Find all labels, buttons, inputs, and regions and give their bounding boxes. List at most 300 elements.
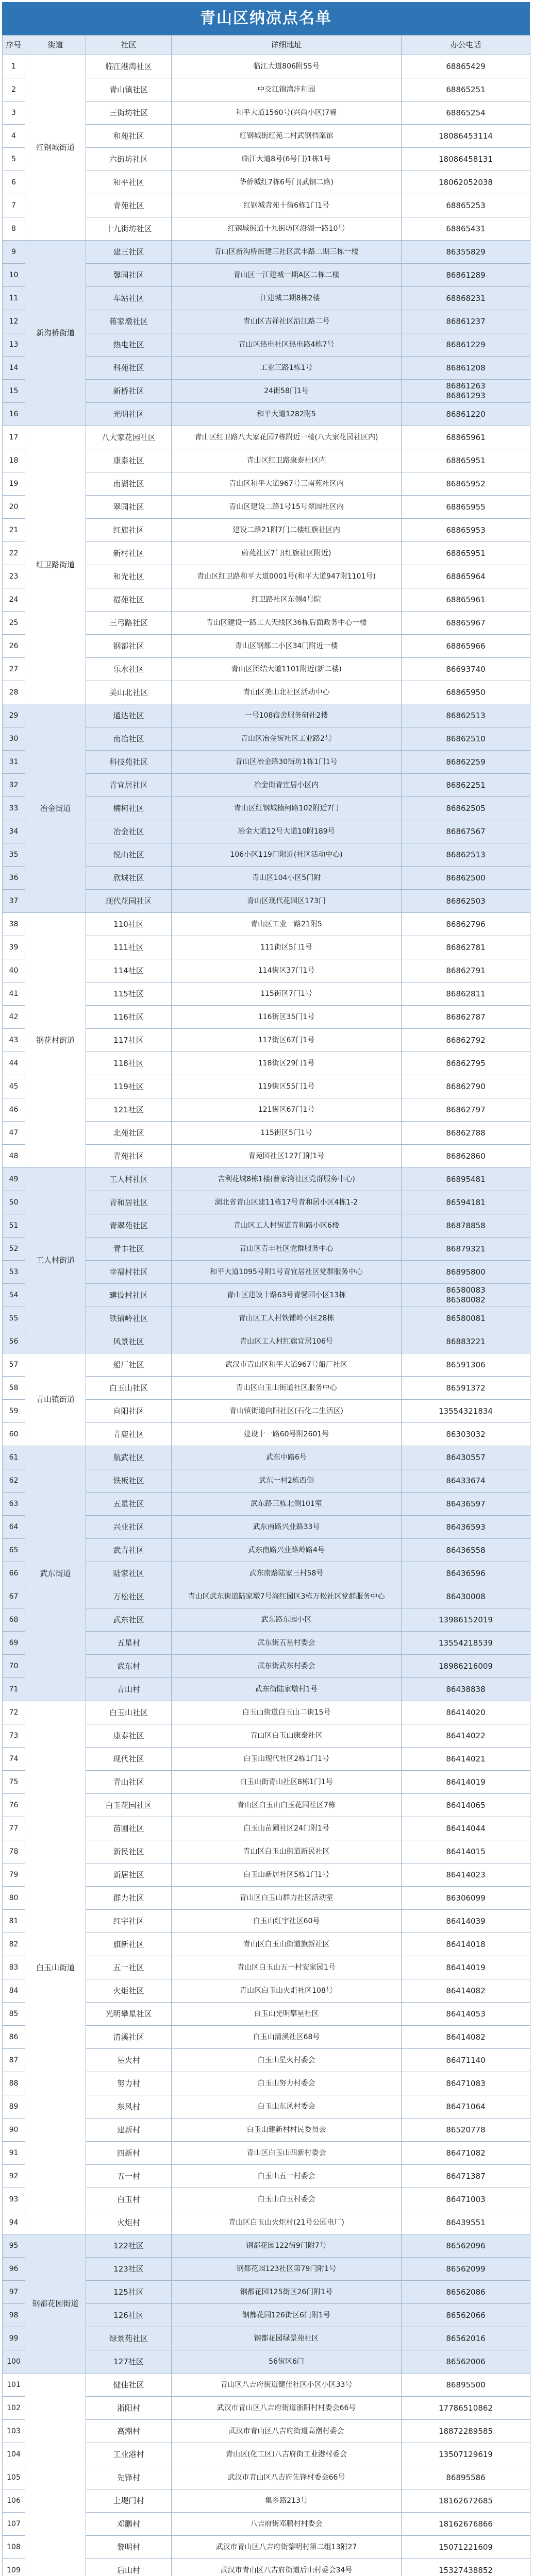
row-index: 101 (3, 2374, 25, 2397)
row-index: 70 (3, 1655, 25, 1678)
community-cell: 健佳社区 (86, 2374, 172, 2397)
row-index: 93 (3, 2188, 25, 2211)
row-index: 105 (3, 2466, 25, 2489)
address-cell: 武东一村2栋西侧 (172, 1469, 402, 1493)
row-index: 92 (3, 2165, 25, 2188)
row-index: 24 (3, 588, 25, 612)
address-cell: 青山区红钢城楠柯路102附近7门 (172, 797, 402, 820)
phone-cell: 86438838 (402, 1678, 530, 1701)
community-cell: 邓鹏村 (86, 2513, 172, 2536)
phone-cell: 86414044 (402, 1817, 530, 1840)
address-cell: 青山区(化工区)八吉府街工业港村委会 (172, 2443, 402, 2466)
row-index: 88 (3, 2072, 25, 2095)
row-index: 16 (3, 403, 25, 426)
row-index: 32 (3, 774, 25, 797)
address-cell: 和平大道1282附5 (172, 403, 402, 426)
row-index: 17 (3, 426, 25, 449)
address-cell: 青山区104小区5门附 (172, 867, 402, 890)
address-cell: 121街区67门1号 (172, 1098, 402, 1122)
address-cell: 红钢城青苑十街6栋1门1号 (172, 194, 402, 217)
phone-cell: 86433674 (402, 1469, 530, 1493)
row-index: 11 (3, 287, 25, 310)
row-index: 95 (3, 2234, 25, 2258)
address-cell: 武东中路6号 (172, 1446, 402, 1469)
phone-cell: 86414082 (402, 2026, 530, 2049)
phone-cell: 68865429 (402, 55, 530, 78)
phone-cell: 86693740 (402, 658, 530, 681)
address-cell: 青山区冶金路30街坊1栋1门1号 (172, 751, 402, 774)
address-cell: 华侨城红7栋6号门(武钢二路) (172, 171, 402, 194)
address-cell: 青山区青丰社区党群服务中心 (172, 1238, 402, 1261)
phone-cell: 68865961 (402, 588, 530, 612)
community-cell: 白玉花园社区 (86, 1794, 172, 1817)
community-cell: 康泰社区 (86, 449, 172, 472)
row-index: 54 (3, 1284, 25, 1307)
phone-cell: 86471003 (402, 2188, 530, 2211)
row-index: 9 (3, 241, 25, 264)
table-row (3, 913, 530, 936)
phone-cell: 86439551 (402, 2211, 530, 2234)
address-cell: 钢都花园122街9门附7号 (172, 2234, 402, 2258)
phone-cell: 17786510862 (402, 2397, 530, 2420)
community-cell: 121社区 (86, 1098, 172, 1122)
community-cell: 兴业社区 (86, 1516, 172, 1539)
address-cell: 青山区工人村铁铺岭小区28栋 (172, 1307, 402, 1330)
phone-cell: 86580083 86580082 (402, 1284, 530, 1307)
phone-cell: 18162672685 (402, 2489, 530, 2513)
phone-cell: 86862795 (402, 1052, 530, 1075)
community-cell: 三弓路社区 (86, 612, 172, 635)
row-index: 57 (3, 1353, 25, 1377)
community-cell: 绿景苑社区 (86, 2327, 172, 2350)
community-cell: 青和居社区 (86, 1191, 172, 1214)
phone-cell: 18872289585 (402, 2420, 530, 2443)
community-cell: 青山镇社区 (86, 78, 172, 101)
address-cell: 武东街五星村委会 (172, 1632, 402, 1655)
community-cell: 铁铺岭社区 (86, 1307, 172, 1330)
community-cell: 钢都社区 (86, 635, 172, 658)
row-index: 1 (3, 55, 25, 78)
phone-cell: 86355829 (402, 241, 530, 264)
community-cell: 青丰社区 (86, 1238, 172, 1261)
phone-cell: 86562016 (402, 2327, 530, 2350)
row-index: 73 (3, 1724, 25, 1748)
row-index: 8 (3, 217, 25, 241)
row-index: 86 (3, 2026, 25, 2049)
community-cell: 白玉山社区 (86, 1701, 172, 1724)
address-cell: 114街区37门1号 (172, 959, 402, 982)
phone-cell: 68865950 (402, 681, 530, 704)
row-index: 65 (3, 1539, 25, 1562)
row-index: 21 (3, 519, 25, 542)
address-cell: 白玉山努力村委会 (172, 2072, 402, 2095)
community-cell: 白玉山社区 (86, 1377, 172, 1400)
page-title: 青山区纳凉点名单 (2, 2, 530, 35)
row-index: 87 (3, 2049, 25, 2072)
community-cell: 努力村 (86, 2072, 172, 2095)
address-cell: 白玉山建新村村民委员会 (172, 2119, 402, 2142)
phone-cell: 86862513 (402, 843, 530, 867)
row-index: 76 (3, 1794, 25, 1817)
address-cell: 钢都花园126街区6门附1号 (172, 2304, 402, 2327)
row-index: 59 (3, 1400, 25, 1423)
address-cell: 119街区55门1号 (172, 1075, 402, 1098)
row-index: 3 (3, 101, 25, 125)
row-index: 96 (3, 2258, 25, 2281)
row-index: 47 (3, 1122, 25, 1145)
community-cell: 建新村 (86, 2119, 172, 2142)
row-index: 91 (3, 2142, 25, 2165)
community-cell: 116社区 (86, 1006, 172, 1029)
address-cell: 青山区红卫路八大家花园7栋附近一楼(八大家花园社区内) (172, 426, 402, 449)
address-cell: 青山区冶金街社区工业路2号 (172, 727, 402, 751)
phone-cell: 86883221 (402, 1330, 530, 1353)
address-cell: 武东路东园小区 (172, 1608, 402, 1632)
address-cell: 中交江锦湾沣和园 (172, 78, 402, 101)
phone-cell: 86562096 (402, 2234, 530, 2258)
phone-cell: 86471140 (402, 2049, 530, 2072)
header-community: 社区 (86, 36, 172, 55)
phone-cell: 86862787 (402, 1006, 530, 1029)
phone-cell: 86414019 (402, 1956, 530, 1979)
phone-cell: 13507129619 (402, 2443, 530, 2466)
phone-cell: 86471082 (402, 2142, 530, 2165)
table-row (3, 2234, 530, 2258)
community-cell: 馨园社区 (86, 264, 172, 287)
community-cell: 冶金社区 (86, 820, 172, 843)
phone-cell: 86562006 (402, 2350, 530, 2374)
phone-cell: 68865961 (402, 426, 530, 449)
row-index: 27 (3, 658, 25, 681)
community-cell: 三街坊社区 (86, 101, 172, 125)
community-cell: 115社区 (86, 982, 172, 1006)
row-index: 31 (3, 751, 25, 774)
phone-cell: 68865951 (402, 542, 530, 565)
phone-cell: 86520778 (402, 2119, 530, 2142)
address-cell: 115街区7门1号 (172, 982, 402, 1006)
phone-cell: 86862790 (402, 1075, 530, 1098)
phone-cell: 86591372 (402, 1377, 530, 1400)
row-index: 79 (3, 1863, 25, 1887)
community-cell: 青翠苑社区 (86, 1214, 172, 1238)
address-cell: 白玉山东风村委会 (172, 2095, 402, 2119)
street-cell: 新沟桥街道 (25, 241, 86, 426)
address-cell: 青山区白玉山五一村安家园1号 (172, 1956, 402, 1979)
community-cell: 风景社区 (86, 1330, 172, 1353)
address-cell: 56街区6门 (172, 2350, 402, 2374)
header-street: 街道 (25, 36, 86, 55)
row-index: 78 (3, 1840, 25, 1863)
phone-cell: 86471064 (402, 2095, 530, 2119)
row-index: 61 (3, 1446, 25, 1469)
address-cell: 青山区建设一路工大天线区36栋后面政务中心一楼 (172, 612, 402, 635)
community-cell: 光明攀星社区 (86, 2003, 172, 2026)
row-index: 35 (3, 843, 25, 867)
community-cell: 悦山社区 (86, 843, 172, 867)
row-index: 51 (3, 1214, 25, 1238)
phone-cell: 15071221609 (402, 2536, 530, 2559)
phone-cell: 86865952 (402, 472, 530, 496)
phone-cell: 86879321 (402, 1238, 530, 1261)
community-cell: 白玉村 (86, 2188, 172, 2211)
phone-cell: 86862510 (402, 727, 530, 751)
row-index: 53 (3, 1261, 25, 1284)
row-index: 108 (3, 2536, 25, 2559)
address-cell: 青山区白玉山街道社区服务中心 (172, 1377, 402, 1400)
address-cell: 青山镇街道向阳社区(石化二生活区) (172, 1400, 402, 1423)
community-cell: 铁板社区 (86, 1469, 172, 1493)
row-index: 82 (3, 1933, 25, 1956)
address-cell: 青山区和平大道967号三南苑社区内 (172, 472, 402, 496)
row-index: 58 (3, 1377, 25, 1400)
table-row (3, 1701, 530, 1724)
table-row (3, 2374, 530, 2397)
phone-cell: 18162676866 (402, 2513, 530, 2536)
address-cell: 白玉山五一村委会 (172, 2165, 402, 2188)
phone-cell: 86862797 (402, 1098, 530, 1122)
address-cell: 青山区武东街道陆家墩7号海红园区3栋万松社区党群服务中心 (172, 1585, 402, 1608)
row-index: 29 (3, 704, 25, 727)
address-cell: 青山区美山北社区活动中心 (172, 681, 402, 704)
community-cell: 123社区 (86, 2258, 172, 2281)
community-cell: 125社区 (86, 2281, 172, 2304)
phone-cell: 68868231 (402, 287, 530, 310)
row-index: 14 (3, 357, 25, 380)
row-index: 10 (3, 264, 25, 287)
phone-cell: 86414021 (402, 1748, 530, 1771)
community-cell: 126社区 (86, 2304, 172, 2327)
address-cell: 武汉市青山区和平大道967号船厂社区 (172, 1353, 402, 1377)
community-cell: 工人村社区 (86, 1168, 172, 1191)
address-cell: 和平大道1095号附1号青宜居社区党群服务中心 (172, 1261, 402, 1284)
community-cell: 船厂社区 (86, 1353, 172, 1377)
phone-cell: 86895800 (402, 1261, 530, 1284)
community-cell: 福苑社区 (86, 588, 172, 612)
row-index: 52 (3, 1238, 25, 1261)
community-cell: 工业港村 (86, 2443, 172, 2466)
row-index: 66 (3, 1562, 25, 1585)
row-index: 60 (3, 1423, 25, 1446)
row-index: 103 (3, 2420, 25, 2443)
community-cell: 青鹿社区 (86, 1423, 172, 1446)
phone-cell: 86414022 (402, 1724, 530, 1748)
community-cell: 青宜居社区 (86, 774, 172, 797)
address-cell: 武东路三栋北侧101室 (172, 1493, 402, 1516)
community-cell: 光明社区 (86, 403, 172, 426)
address-cell: 建设十一路60号附2601号 (172, 1423, 402, 1446)
community-cell: 十九街坊社区 (86, 217, 172, 241)
community-cell: 红宇社区 (86, 1910, 172, 1933)
address-cell: 红卫路社区东侧4号院 (172, 588, 402, 612)
street-cell: 钢都花园街道 (25, 2234, 86, 2374)
row-index: 39 (3, 936, 25, 959)
phone-cell: 13554321834 (402, 1400, 530, 1423)
row-index: 4 (3, 125, 25, 148)
phone-cell: 86862251 (402, 774, 530, 797)
row-index: 69 (3, 1632, 25, 1655)
phone-cell: 86862811 (402, 982, 530, 1006)
address-cell: 青山区热电社区热电路4栋7号 (172, 333, 402, 357)
phone-cell: 68865431 (402, 217, 530, 241)
address-cell: 钢都花园123社区第79门附1号 (172, 2258, 402, 2281)
phone-cell: 86436597 (402, 1493, 530, 1516)
address-cell: 冶金街青宜居小区内 (172, 774, 402, 797)
community-cell: 楠柯社区 (86, 797, 172, 820)
header-phone: 办公电话 (402, 36, 530, 55)
phone-cell: 86436593 (402, 1516, 530, 1539)
community-cell: 向阳社区 (86, 1400, 172, 1423)
address-cell: 青山区白玉山康泰社区 (172, 1724, 402, 1748)
address-cell: 青山区白玉山街道新民社区 (172, 1840, 402, 1863)
row-index: 50 (3, 1191, 25, 1214)
community-cell: 武东社区 (86, 1608, 172, 1632)
address-cell: 武东南路兴业路33号 (172, 1516, 402, 1539)
row-index: 68 (3, 1608, 25, 1632)
community-cell: 浙阳村 (86, 2397, 172, 2420)
community-cell: 117社区 (86, 1029, 172, 1052)
row-index: 5 (3, 148, 25, 171)
phone-cell: 86562086 (402, 2281, 530, 2304)
community-cell: 现代花园社区 (86, 890, 172, 913)
cooling-points-table (2, 35, 530, 2576)
address-cell: 青山区工人村红旗宜居106号 (172, 1330, 402, 1353)
header-index: 序号 (3, 36, 25, 55)
phone-cell: 86895481 (402, 1168, 530, 1191)
phone-cell: 18062052038 (402, 171, 530, 194)
table-row (3, 55, 530, 78)
address-cell: 116街区35门1号 (172, 1006, 402, 1029)
address-cell: 集乡路213号 (172, 2489, 402, 2513)
row-index: 75 (3, 1771, 25, 1794)
phone-cell: 86895586 (402, 2466, 530, 2489)
community-cell: 114社区 (86, 959, 172, 982)
phone-cell: 86414015 (402, 1840, 530, 1863)
phone-cell: 86303032 (402, 1423, 530, 1446)
phone-cell: 86562099 (402, 2258, 530, 2281)
community-cell: 建设村社区 (86, 1284, 172, 1307)
phone-cell: 86414019 (402, 1771, 530, 1794)
row-index: 42 (3, 1006, 25, 1029)
phone-cell: 68865253 (402, 194, 530, 217)
community-cell: 航武社区 (86, 1446, 172, 1469)
community-cell: 万松社区 (86, 1585, 172, 1608)
address-cell: 白玉山现代社区2栋1门1号 (172, 1748, 402, 1771)
row-index: 18 (3, 449, 25, 472)
street-cell: 钢花村街道 (25, 913, 86, 1168)
phone-cell: 18086453114 (402, 125, 530, 148)
row-index: 33 (3, 797, 25, 820)
address-cell: 青山区白玉山火炬社区108号 (172, 1979, 402, 2003)
row-index: 104 (3, 2443, 25, 2466)
address-cell: 青山区新沟桥街建三社区武丰路二期三栋一楼 (172, 241, 402, 264)
phone-cell: 86594181 (402, 1191, 530, 1214)
phone-cell: 86861229 (402, 333, 530, 357)
table-row (3, 1168, 530, 1191)
street-cell: 红卫路街道 (25, 426, 86, 704)
address-cell: 117街区67门1号 (172, 1029, 402, 1052)
row-index: 85 (3, 2003, 25, 2026)
row-index: 43 (3, 1029, 25, 1052)
community-cell: 火炬社区 (86, 1979, 172, 2003)
address-cell: 武东街武东村委会 (172, 1655, 402, 1678)
row-index: 36 (3, 867, 25, 890)
address-cell: 武汉市青山区八吉府先锋村委会66号 (172, 2466, 402, 2489)
address-cell: 青山区白玉山街道旗新社区 (172, 1933, 402, 1956)
row-index: 49 (3, 1168, 25, 1191)
phone-cell: 86591306 (402, 1353, 530, 1377)
address-cell: 一江建城二期8栋2楼 (172, 287, 402, 310)
community-cell: 青苑社区 (86, 194, 172, 217)
community-cell: 建三社区 (86, 241, 172, 264)
community-cell: 美山北社区 (86, 681, 172, 704)
phone-cell: 86862513 (402, 704, 530, 727)
phone-cell: 68865953 (402, 519, 530, 542)
community-cell: 127社区 (86, 2350, 172, 2374)
phone-cell: 86414065 (402, 1794, 530, 1817)
address-cell: 武东南路兴业路岭路4号 (172, 1539, 402, 1562)
table-row (3, 426, 530, 449)
community-cell: 康泰社区 (86, 1724, 172, 1748)
phone-cell: 86414023 (402, 1863, 530, 1887)
phone-cell: 86862259 (402, 751, 530, 774)
phone-cell: 86436596 (402, 1562, 530, 1585)
row-index: 81 (3, 1910, 25, 1933)
row-index: 107 (3, 2513, 25, 2536)
community-cell: 热电社区 (86, 333, 172, 357)
community-cell: 和光社区 (86, 565, 172, 588)
row-index: 40 (3, 959, 25, 982)
address-cell: 111街区5门1号 (172, 936, 402, 959)
row-index: 23 (3, 565, 25, 588)
row-index: 74 (3, 1748, 25, 1771)
community-cell: 四新村 (86, 2142, 172, 2165)
community-cell: 陆家社区 (86, 1562, 172, 1585)
community-cell: 临江港湾社区 (86, 55, 172, 78)
community-cell: 南湖社区 (86, 472, 172, 496)
address-cell: 钢都花园绿景苑社区 (172, 2327, 402, 2350)
street-cell: 冶金街道 (25, 704, 86, 913)
address-cell: 青山区吉祥社区沿江路二号 (172, 310, 402, 333)
address-cell: 青山区白玉山四新村委会 (172, 2142, 402, 2165)
community-cell: 高潮村 (86, 2420, 172, 2443)
address-cell: 武汉市青山区八吉府街道浙阳村村委会66号 (172, 2397, 402, 2420)
phone-cell: 68865955 (402, 496, 530, 519)
row-index: 45 (3, 1075, 25, 1098)
community-cell: 现代社区 (86, 1748, 172, 1771)
address-cell: 冶金大道12号大道10附189号 (172, 820, 402, 843)
community-cell: 青山社区 (86, 1771, 172, 1794)
phone-cell: 15327438852 (402, 2559, 530, 2576)
community-cell: 五星村 (86, 1632, 172, 1655)
phone-cell: 86862791 (402, 959, 530, 982)
address-cell: 白玉山清溪社区68号 (172, 2026, 402, 2049)
row-index: 38 (3, 913, 25, 936)
address-cell: 武汉市青山区八吉府街道后山村委会34号 (172, 2559, 402, 2576)
phone-cell: 86862788 (402, 1122, 530, 1145)
table-row (3, 1446, 530, 1469)
row-index: 12 (3, 310, 25, 333)
phone-cell: 86861263 86861293 (402, 380, 530, 403)
address-cell: 青山区八吉府街道健佳社区小区小区33号 (172, 2374, 402, 2397)
address-cell: 24街58门1号 (172, 380, 402, 403)
community-cell: 幸福村社区 (86, 1261, 172, 1284)
address-cell: 临江大道806附55号 (172, 55, 402, 78)
address-cell: 青山区红卫路和平大道0001号(和平大道947附1101号) (172, 565, 402, 588)
community-cell: 翠园社区 (86, 496, 172, 519)
community-cell: 和平社区 (86, 171, 172, 194)
address-cell: 青苑园社区127门附1号 (172, 1145, 402, 1168)
community-cell: 蒋家墩社区 (86, 310, 172, 333)
